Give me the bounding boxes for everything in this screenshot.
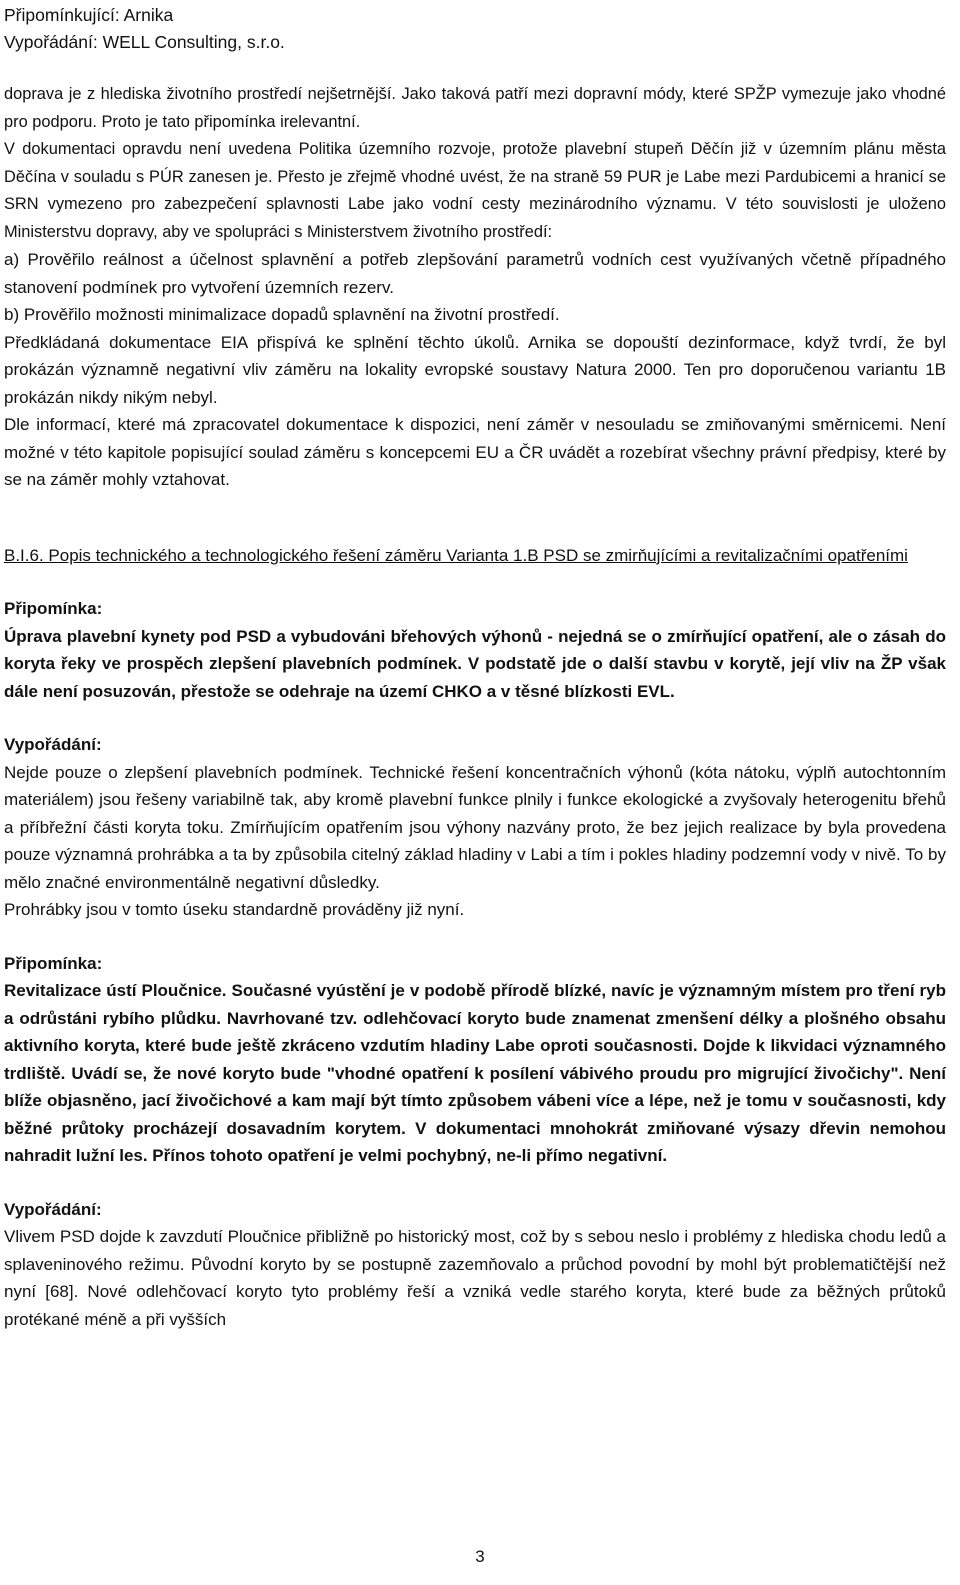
intro-paragraph-1: doprava je z hlediska životního prostředí nejšetrnější. Jako taková patří mezi dopravní módy, které SPŽP vymezuje jako vhodné pro podporu. Proto je tato připomínka irelevantní.: [4, 85, 946, 131]
intro-paragraph-2: V dokumentaci opravdu není uvedena Politika územního rozvoje, protože plavební stupeň Děčín již v územním plánu města Děčína v souladu s PÚR zanesen je. Přesto je zřejmě vhodné uvést, že na straně 59 PUR je Labe mezi Pardubicemi a hranicí se SRN vymezeno pro zabezpečení splavnosti Labe jako vodní cesty mezinárodního významu. V této souvislosti je uloženo Ministerstvu dopravy, aby ve spolupráci s Ministerstvem životního prostředí:: [4, 140, 946, 241]
comment-text: Úprava plavební kynety pod PSD a vybudováni břehových výhonů - nejedná se o zmírňující opatření, ale o zásah do koryta řeky ve prospěch zlepšení plavebních podmínek. V podstatě jde o další stavbu v korytě, její vliv na ŽP však dále není posuzován, přestože se odehraje na území CHKO a v těsné blízkosti EVL.: [4, 626, 946, 701]
intro-paragraph-5: Předkládaná dokumentace EIA přispívá ke splnění těchto úkolů. Arnika se dopouští dezinformace, když tvrdí, že byl prokázán významně negativní vliv záměru na lokality evropské soustavy Natura 2000. Ten pro doporučenou variantu 1B prokázán nikdy nikým nebyl.: [4, 332, 946, 407]
document-page: [4, 0, 946, 1333]
intro-paragraph-6: Dle informací, které má zpracovatel dokumentace k dispozici, není záměr v nesouladu se zmiňovanými směrnicemi. Není možné v této kapitole popisující soulad záměru s koncepcemi EU a ČR uvádět a rozebírat všechny právní předpisy, které by se na záměr mohly vztahovat.: [4, 415, 946, 489]
commenter-line: Připomínkující: Arnika: [4, 5, 174, 25]
page-number: 3: [475, 1547, 485, 1566]
resolver-line: Vypořádání: WELL Consulting, s.r.o.: [4, 32, 285, 52]
document-header: [4, 2, 946, 56]
section-title: B.I.6. Popis technického a technologického řešení záměru Varianta 1.B PSD se zmirňujícími a revitalizačními opatřeními: [4, 545, 908, 565]
comment-label: Připomínka:: [4, 599, 103, 618]
response-label: Vypořádání:: [4, 735, 102, 754]
response-paragraph: Prohrábky jsou v tomto úseku standardně prováděny již nyní.: [4, 900, 465, 919]
response-label: Vypořádání:: [4, 1199, 102, 1219]
intro-paragraph-3: a) Prověřilo reálnost a účelnost splavnění a potřeb zlepšování parametrů vodních cest využívaných včetně případného stanovení podmínek pro vytvoření územních rezerv.: [4, 250, 946, 297]
comment-text: Revitalizace ústí Ploučnice. Současné vyústění je v podobě přírodě blízké, navíc je významným místem pro tření ryb a odrůstáni rybího plůdku. Navrhované tzv. odlehčovací koryto bude znamenat zmenšení délky a plošného obsahu aktivního koryta, které bude ještě zkráceno vzdutím hladiny Labe oproti současnosti. Dojde k likvidaci významného trdliště. Uvádí se, že nové koryto bude "vhodné opatření k posílení vábivého proudu pro migrující živočichy". Není blíže objasněno, jací živočichové a kam mají být tímto způsobem vábeni více a lépe, než je tomu v současnosti, kdy běžné průtoky procházejí dosavadním korytem. V dokumentaci mnohokrát zmiňované výsazy dřevin nemohou nahradit lužní les. Přínos tohoto opatření je velmi pochybný, ne-li přímo negativní.: [4, 981, 946, 1165]
comment-label: Připomínka:: [4, 953, 103, 973]
response-paragraph: Nejde pouze o zlepšení plavebních podmínek. Technické řešení koncentračních výhonů (kóta nátoku, výplň autochtonním materiálem) jsou řešeny variabilně tak, aby kromě plavební funkce plnily i funkce ekologické a zvyšovaly heterogenitu břehů a příbřežní části koryta toku. Zmírňujícím opatřením jsou výhony nazvány proto, že bez jejich realizace by byla provedena pouze významná prohrábka a ta by způsobila citelný základ hladiny v Labi a tím i pokles hladiny podzemní vody v nivě. To by mělo značné environmentálně negativní důsledky.: [4, 762, 946, 892]
intro-paragraph-4: b) Prověřilo možnosti minimalizace dopadů splavnění na životní prostředí.: [4, 305, 560, 324]
response-paragraph: Vlivem PSD dojde k zavzdutí Ploučnice přibližně po historický most, což by s sebou neslo i problémy z hlediska chodu ledů a splaveninového režimu. Původní koryto by se postupně zazemňovalo a průchod povodní by mohl být problematičtější než nyní [68]. Nové odlehčovací koryto tyto problémy řeší a vzniká vedle starého koryta, které bude za běžných průtoků protékané méně a při vyšších: [4, 1227, 946, 1329]
